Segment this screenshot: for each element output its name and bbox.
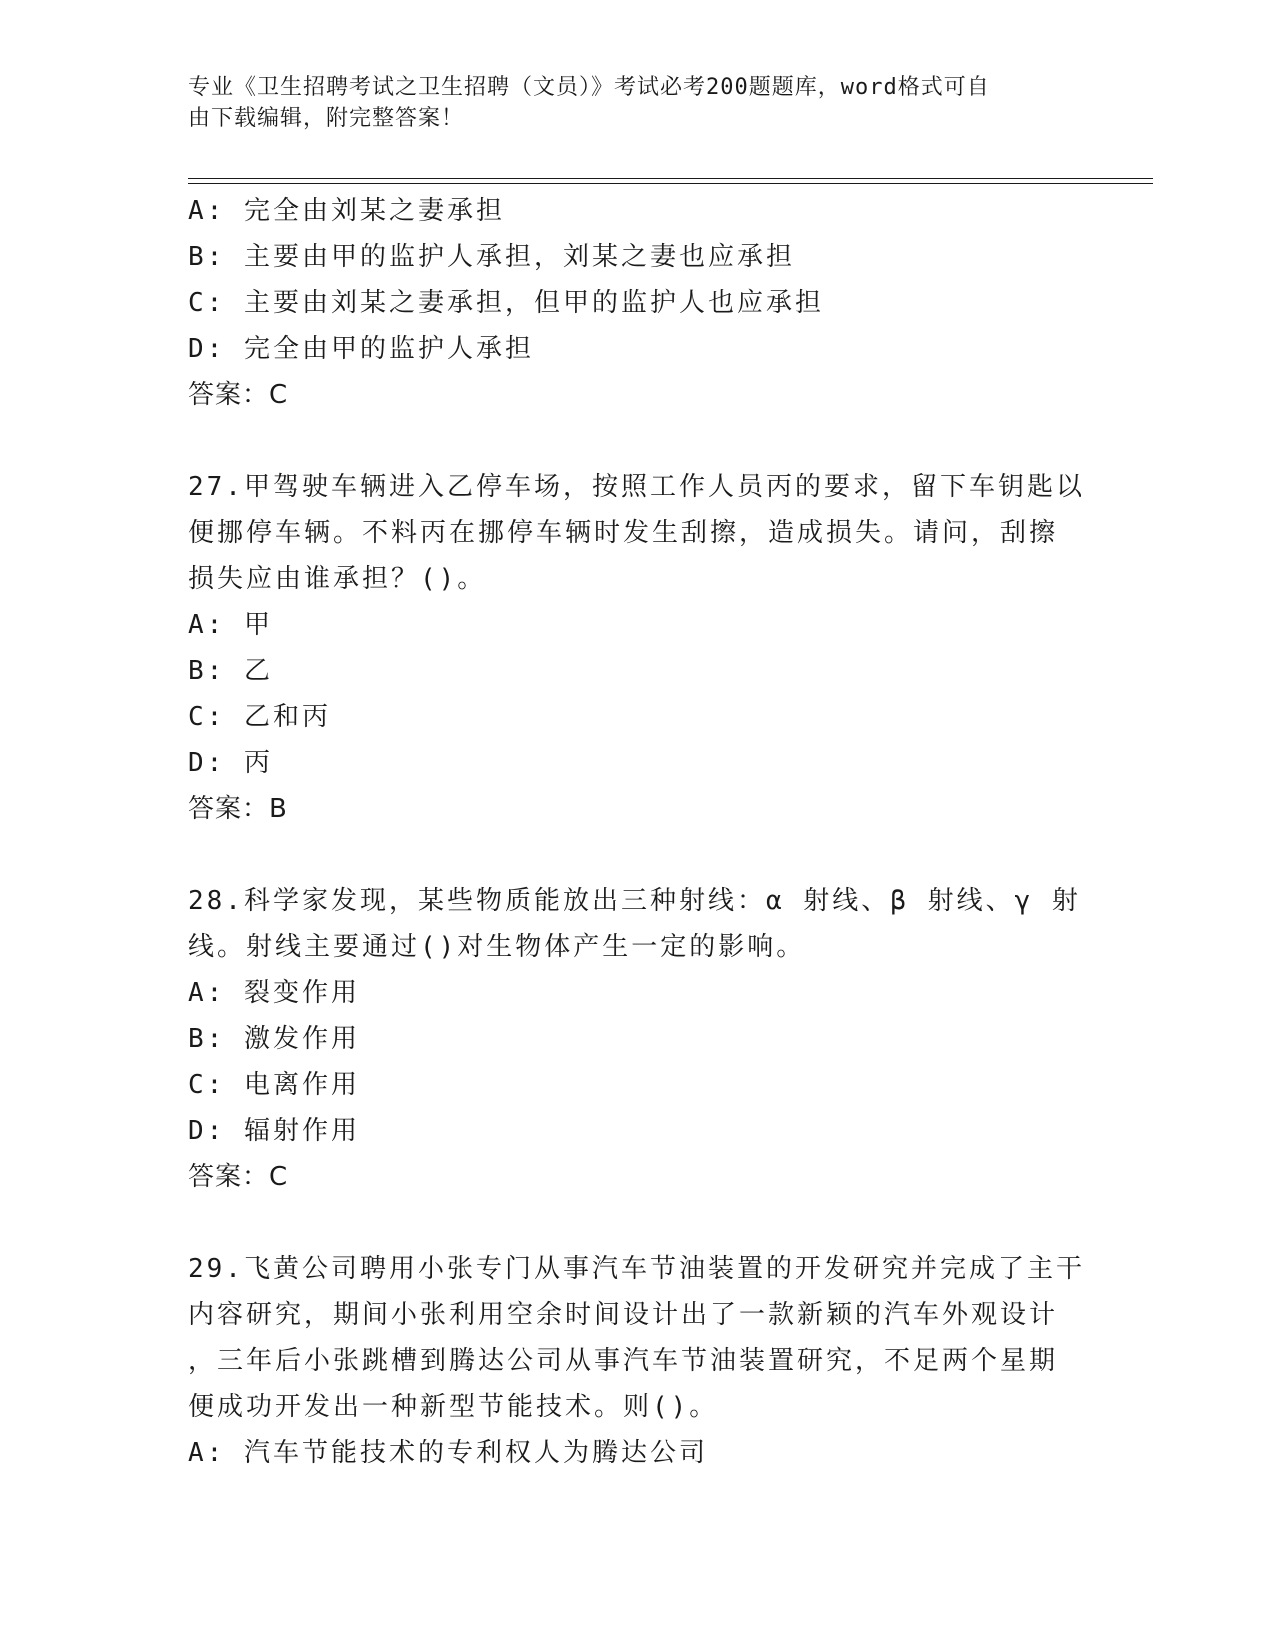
option-d: D: 完全由甲的监护人承担 (188, 334, 534, 364)
answer: 答案：B (188, 794, 288, 824)
option-b: B: 激发作用 (188, 1024, 360, 1054)
option-b: B: 主要由甲的监护人承担，刘某之妻也应承担 (188, 242, 795, 272)
stem-line: 线。射线主要通过()对生物体产生一定的影响。 (188, 932, 806, 962)
stem-line: 28.科学家发现，某些物质能放出三种射线：α 射线、β 射线、γ 射 (188, 886, 1081, 916)
stem-line: 内容研究，期间小张利用空余时间设计出了一款新颖的汽车外观设计 (188, 1300, 1059, 1330)
header-line-2: 由下载编辑，附完整答案！ (188, 106, 465, 131)
options (188, 970, 1088, 1154)
stem-line: ，三年后小张跳槽到腾达公司从事汽车节油装置研究，不足两个星期 (188, 1346, 1059, 1376)
options (188, 1430, 1088, 1476)
question-28 (188, 878, 1088, 1200)
option-d: D: 辐射作用 (188, 1116, 360, 1146)
question-29 (188, 1246, 1088, 1476)
options (188, 188, 1088, 372)
question-stem (188, 1246, 1088, 1430)
header-divider-top (188, 178, 1153, 179)
option-d: D: 丙 (188, 748, 273, 778)
options (188, 602, 1088, 786)
document-header (188, 72, 1068, 134)
question-list (188, 188, 1088, 1476)
stem-line: 损失应由谁承担？()。 (188, 564, 487, 594)
question-stem (188, 464, 1088, 602)
option-a: A: 裂变作用 (188, 978, 360, 1008)
header-line-1: 专业《卫生招聘考试之卫生招聘（文员）》考试必考200题题库，word格式可自 (188, 75, 990, 100)
question-stem (188, 878, 1088, 970)
answer: 答案：C (188, 1162, 289, 1192)
question-26 (188, 188, 1088, 418)
answer: 答案：C (188, 380, 289, 410)
header-divider-bottom (188, 183, 1153, 184)
stem-line: 29.飞黄公司聘用小张专门从事汽车节油装置的开发研究并完成了主干 (188, 1254, 1085, 1284)
stem-line: 便挪停车辆。不料丙在挪停车辆时发生刮擦，造成损失。请问，刮擦 (188, 518, 1059, 548)
option-c: C: 乙和丙 (188, 702, 331, 732)
stem-line: 便成功开发出一种新型节能技术。则()。 (188, 1392, 719, 1422)
option-c: C: 主要由刘某之妻承担，但甲的监护人也应承担 (188, 288, 824, 318)
option-a: A: 完全由刘某之妻承担 (188, 196, 505, 226)
option-a: A: 甲 (188, 610, 273, 640)
option-a: A: 汽车节能技术的专利权人为腾达公司 (188, 1438, 708, 1468)
option-c: C: 电离作用 (188, 1070, 360, 1100)
stem-line: 27.甲驾驶车辆进入乙停车场，按照工作人员丙的要求，留下车钥匙以 (188, 472, 1085, 502)
option-b: B: 乙 (188, 656, 273, 686)
question-27 (188, 464, 1088, 832)
